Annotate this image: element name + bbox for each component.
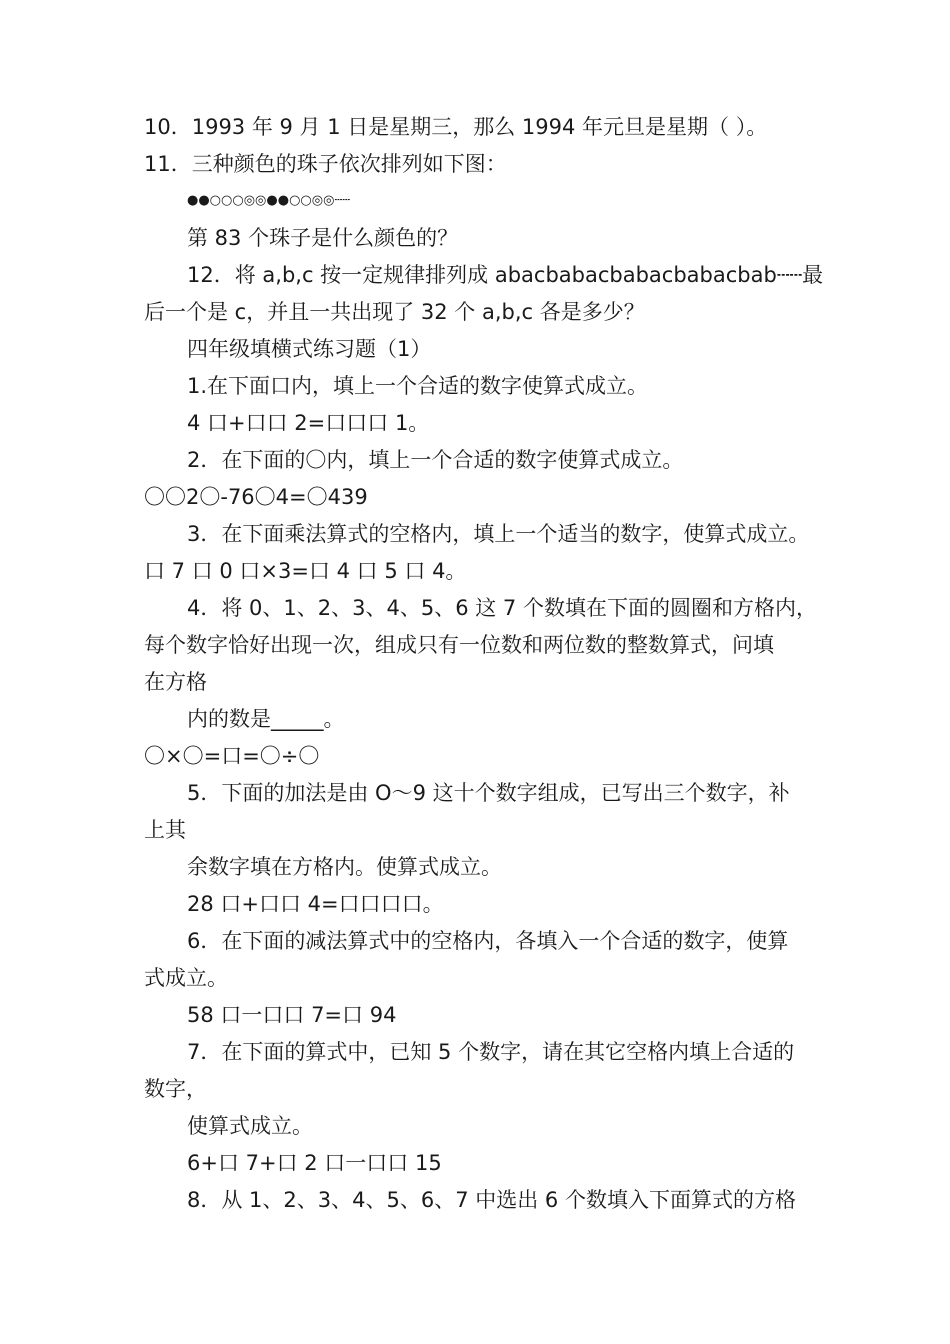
- exercise-5-cont-2: 余数字填在方格内。使算式成立。: [187, 855, 502, 879]
- exercise-7-cont: 数字，: [144, 1077, 207, 1101]
- section-title: 四年级填横式练习题（1）: [187, 337, 432, 361]
- exercise-8: 8．从 1、2、3、4、5、6、7 中选出 6 个数填入下面算式的方格: [187, 1188, 796, 1212]
- question-10: 10．1993 年 9 月 1 日是星期三，那么 1994 年元旦是星期（ ）。: [144, 115, 768, 139]
- question-11-ask: 第 83 个珠子是什么颜色的？: [187, 226, 459, 250]
- exercise-4-cont: 每个数字恰好出现一次，组成只有一位数和两位数的整数算式，问填: [144, 633, 774, 657]
- exercise-2-equation: 〇〇2〇-76〇4=〇439: [144, 485, 368, 509]
- exercise-7-equation: 6+口 7+口 2 口一口口 15: [187, 1151, 442, 1175]
- bead-sequence: ●●○○○◎◎●●○○◎◎┄┄: [187, 193, 351, 208]
- exercise-6-cont: 式成立。: [144, 966, 228, 990]
- question-12: 12．将 a,b,c 按一定规律排列成 abacbabacbabacbabacbab┄┄最: [187, 263, 824, 287]
- exercise-5: 5．下面的加法是由 O～9 这十个数字组成，已写出三个数字，补: [187, 781, 790, 805]
- exercise-6-equation: 58 口一口口 7=口 94: [187, 1003, 397, 1027]
- question-11: 11．三种颜色的珠子依次排列如下图：: [144, 152, 507, 176]
- exercise-4-cont-2: 在方格: [144, 670, 207, 694]
- exercise-6: 6．在下面的减法算式中的空格内，各填入一个合适的数字，使算: [187, 929, 789, 953]
- question-12-cont: 后一个是 c，并且一共出现了 32 个 a,b,c 各是多少？: [144, 300, 645, 324]
- exercise-3-equation: 口 7 口 0 口×3=口 4 口 5 口 4。: [144, 559, 467, 583]
- exercise-4-cont-3: 内的数是_____。: [187, 707, 345, 731]
- exercise-7: 7．在下面的算式中，已知 5 个数字，请在其它空格内填上合适的: [187, 1040, 795, 1064]
- exercise-4: 4．将 0、1、2、3、4、5、6 这 7 个数填在下面的圆圈和方格内，: [187, 596, 817, 620]
- exercise-5-cont: 上其: [144, 818, 186, 842]
- exercise-1-equation: 4 口+口口 2=口口口 1。: [187, 411, 430, 435]
- exercise-2: 2．在下面的〇内，填上一个合适的数字使算式成立。: [187, 448, 684, 472]
- exercise-4-equation: 〇×〇=口=〇÷〇: [144, 744, 320, 768]
- exercise-3: 3．在下面乘法算式的空格内，填上一个适当的数字，使算式成立。: [187, 522, 810, 546]
- exercise-1: 1.在下面口内，填上一个合适的数字使算式成立。: [187, 374, 649, 398]
- exercise-5-equation: 28 口+口口 4=口口口口。: [187, 892, 444, 916]
- exercise-7-cont-2: 使算式成立。: [187, 1114, 313, 1138]
